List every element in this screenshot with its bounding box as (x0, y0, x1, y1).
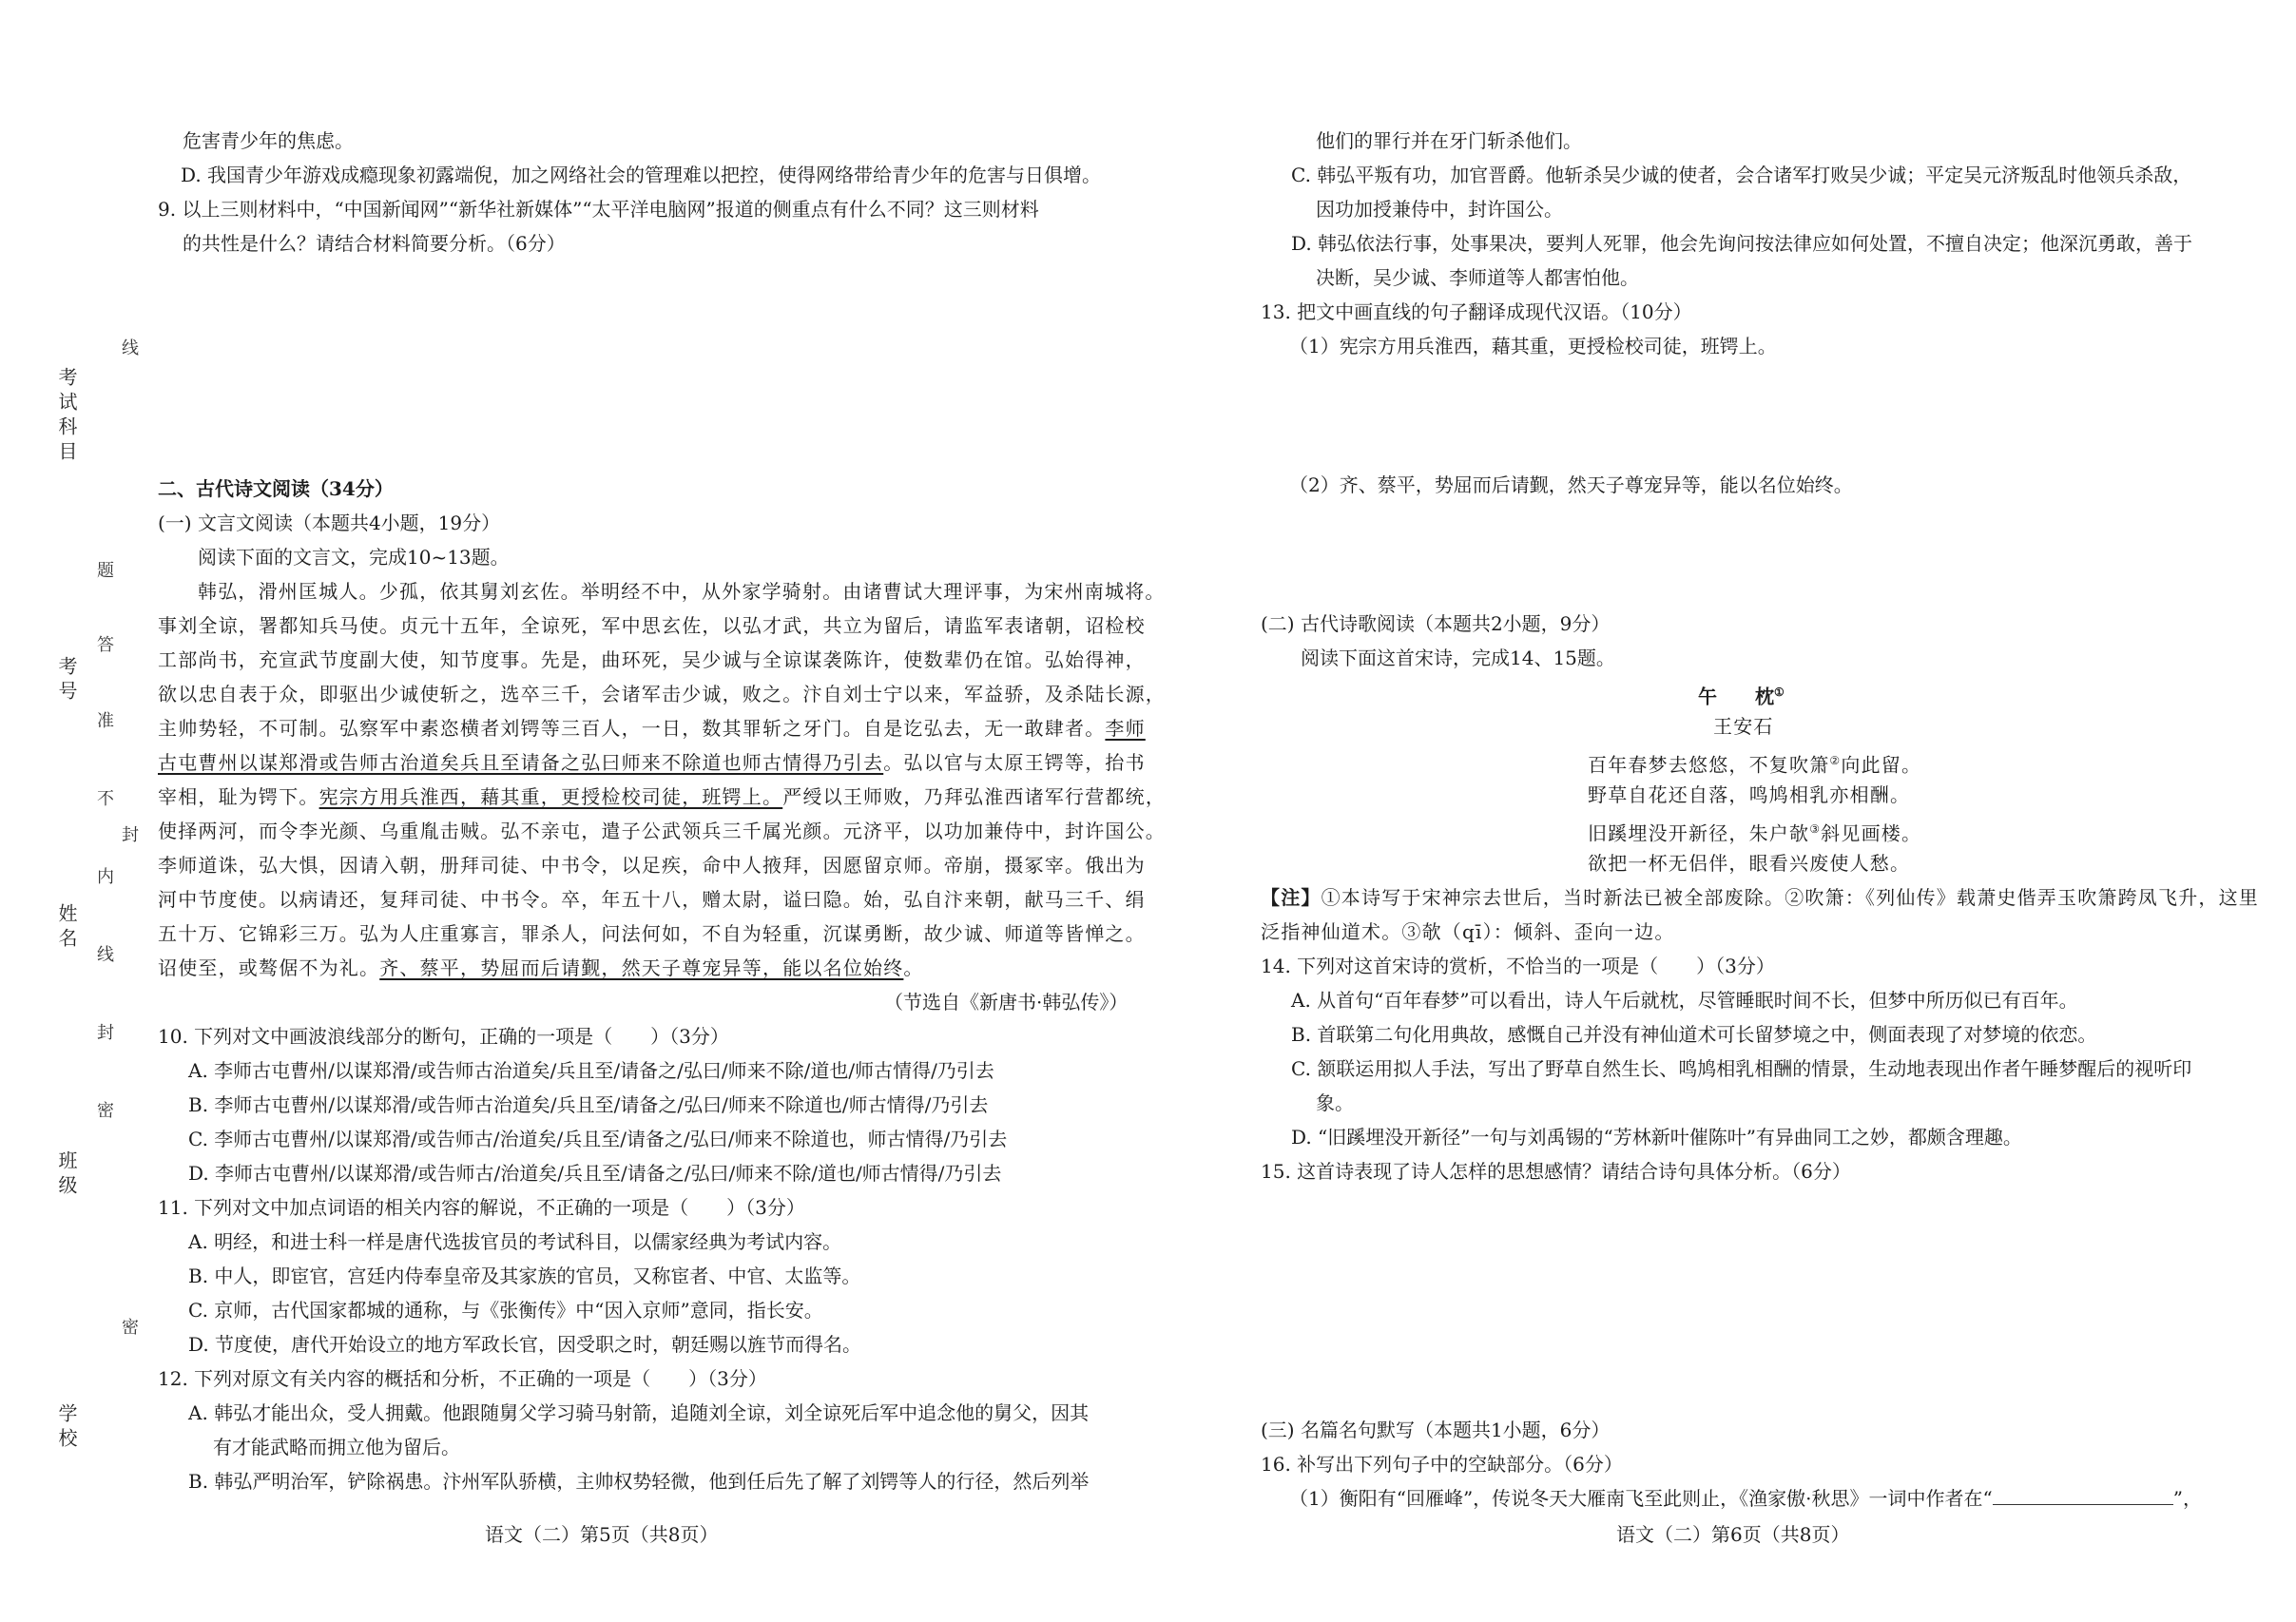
right-page-footer: 语文（二）第6页（共8页） (1616, 1523, 1850, 1546)
wavy-underline-start: 李师 (1105, 717, 1146, 740)
passage-line-12-end: 。 (903, 956, 924, 979)
question-16-part1 (1289, 1485, 2202, 1512)
question-15: 15. 这首诗表现了诗人怎样的思想感情？请结合诗句具体分析。（6分） (1261, 1160, 1851, 1183)
side-mi2-mark: 密 (119, 1318, 139, 1335)
passage-line-11: 五十万、它锦彩三万。弘为人庄重寡言，罪杀人，问法何如，不自为轻重，沉谋勇断，故少诚、师道等皆惮之。 (158, 922, 1146, 945)
option-12a-line1: A. 韩弘才能出众，受人拥戴。他跟随舅父学习骑马射箭，追随刘全谅，刘全谅死后军中追念他的舅父，因其 (188, 1401, 1090, 1424)
poem-instruction: 阅读下面这首宋诗，完成14、15题。 (1301, 647, 1615, 669)
side-line-mark: 线 (119, 338, 139, 356)
passage-line-6-text: 。弘以官与太原王锷等，抬书 (883, 751, 1146, 774)
option-14b: B. 首联第二句化用典故，感慨自己并没有神仙道术可长留梦境之中，侧面表现了对梦境的依恋。 (1291, 1023, 2097, 1046)
question-16: 16. 补写出下列句子中的空缺部分。（6分） (1261, 1453, 1623, 1476)
poem-verse-3-note: ③ (1809, 822, 1822, 836)
poem-note-line2: 泛指神仙道术。③欹（qī）：倾斜、歪向一边。 (1261, 920, 1675, 943)
poem-note-label: 【注】 (1261, 886, 1322, 909)
left-line-1: 危害青少年的焦虑。 (183, 129, 354, 152)
reading-instruction: 阅读下面的文言文，完成10~13题。 (198, 546, 510, 569)
passage-line-6 (158, 749, 1146, 776)
poem-verse-1-note: ② (1829, 754, 1842, 767)
poem-verse-3 (1588, 816, 1921, 847)
option-12d-line1: D. 韩弘依法行事，处事果决，要判人死罪，他会先询问按法律应如何处置，不擅自决定；他深沉勇敢，善于 (1291, 232, 2193, 255)
option-11d: D. 节度使，唐代开始设立的地方军政长官，因受职之时，朝廷赐以旌节而得名。 (188, 1333, 862, 1356)
side-da-mark: 答 (94, 635, 114, 652)
option-14c-line2: 象。 (1316, 1091, 1354, 1114)
passage-line-3: 工部尚书，充宣武节度副大使，知节度事。先是，曲环死，吴少诚与全谅谋袭陈许，使数辈仍在馆。弘始得神， (158, 648, 1146, 671)
option-12c-line1: C. 韩弘平叛有功，加官晋爵。他斩杀吴少诚的使者，会合诸军打败吴少诚；平定吴元济叛乱时他领兵杀敌， (1291, 164, 2192, 186)
option-10c: C. 李师古屯曹州/以谋郑滑/或告师古/治道矣/兵且至/请备之/弘曰/师来不除道也，师古情得/乃引去 (188, 1128, 1008, 1150)
side-feng2-mark: 封 (94, 1023, 114, 1040)
option-10b: B. 李师古屯曹州/以谋郑滑/或告师古治道矣/兵且至/请备之/弘曰/师来不除道也/师古情得/乃引去 (188, 1093, 989, 1116)
option-12b-line2: 他们的罪行并在牙门斩杀他们。 (1316, 129, 1582, 152)
subsection-1-title: (一) 文言文阅读（本题共4小题，19分） (158, 512, 501, 534)
underlined-sentence-1: 宪宗方用兵淮西，藉其重，更授检校司徒，班锷上。 (318, 785, 783, 808)
question-13-part1: （1）宪宗方用兵淮西，藉其重，更授检校司徒，班锷上。 (1289, 335, 1777, 357)
option-14c-line1: C. 颔联运用拟人手法，写出了野草自然生长、鸣鸠相乳相酬的情景，生动地表现出作者午睡梦醒后的视听印 (1291, 1057, 2192, 1080)
option-10a: A. 李师古屯曹州/以谋郑滑/或告师古治道矣/兵且至/请备之/弘曰/师来不除/道也/师古情得/乃引去 (188, 1059, 994, 1082)
side-school-label: 学校 (55, 1403, 78, 1453)
poem-title-note: ① (1774, 685, 1785, 699)
side-number-label: 考号 (55, 656, 78, 705)
option-14d: D. “旧蹊埋没开新径”一句与刘禹锡的“芳林新叶催陈叶”有异曲同工之妙，都颇含理趣。 (1291, 1126, 2022, 1149)
option-12b-line1: B. 韩弘严明治军，铲除祸患。汴州军队骄横，主帅权势轻微，他到任后先了解了刘锷等人的行径，然后列举 (188, 1470, 1090, 1493)
side-bu-mark: 不 (94, 789, 114, 806)
question-13: 13. 把文中画直线的句子翻译成现代汉语。（10分） (1261, 300, 1692, 323)
poem-title-text: 午 枕 (1698, 685, 1774, 708)
option-10d: D. 李师古屯曹州/以谋郑滑/或告师古/治道矣/兵且至/请备之/弘曰/师来不除/道也/师古情得/乃引去 (188, 1162, 1002, 1185)
poem-note-line1 (1261, 884, 2259, 911)
answer-blank[interactable] (1993, 1487, 2173, 1505)
question-9-line2: 的共性是什么？请结合材料简要分析。（6分） (183, 232, 566, 255)
side-ti-mark: 题 (94, 561, 114, 578)
passage-line-5-text: 主帅势轻，不可制。弘察军中素恣横者刘锷等三百人，一日，数其罪斩之牙门。自是讫弘去，无一敢肆者。 (158, 717, 1106, 740)
option-12a-line2: 有才能武略而拥立他为留后。 (213, 1436, 460, 1458)
option-11a: A. 明经，和进士科一样是唐代选拔官员的考试科目，以儒家经典为考试内容。 (188, 1230, 842, 1253)
passage-line-4: 欲以忠自表于众，即驱出少诚使斩之，选卒三千，会诸军击少诚，败之。汴自刘士宁以来，军益骄，及杀陆长源， (158, 683, 1166, 705)
question-13-part2: （2）齐、蔡平，势屈而后请觐，然天子尊宠异等，能以名位始终。 (1289, 473, 1853, 496)
poem-verse-2: 野草自花还自落，鸣鸠相乳亦相酬。 (1588, 783, 1911, 806)
passage-line-8: 使择两河，而令李光颜、乌重胤击贼。弘不亲屯，遣子公武领兵三千属光颜。元济平，以功加兼侍中，封许国公。 (158, 820, 1166, 842)
option-12c-line2: 因功加授兼侍中，封许国公。 (1316, 198, 1563, 221)
passage-line-12 (158, 955, 924, 981)
poem-verse-3a: 旧蹊埋没开新径，朱户欹 (1588, 821, 1810, 845)
passage-line-5 (158, 715, 1146, 742)
side-mi-mark: 密 (94, 1101, 114, 1118)
side-nei-mark: 内 (94, 867, 114, 884)
side-class-label: 班级 (55, 1150, 78, 1200)
wavy-underline-sentence: 古屯曹州以谋郑滑或告师古治道矣兵且至请备之弘曰师来不除道也师古情得乃引去 (158, 751, 884, 774)
question-14: 14. 下列对这首宋诗的赏析，不恰当的一项是（ ）（3分） (1261, 955, 1775, 977)
question-16-part1-text: （1）衡阳有“回雁峰”，传说冬天大雁南飞至此则止，《渔家傲·秋思》一词中作者在“ (1289, 1487, 1993, 1510)
option-12d-line2: 决断，吴少诚、李师道等人都害怕他。 (1316, 266, 1639, 289)
side-xian-mark: 线 (94, 945, 114, 962)
option-11c: C. 京师，古代国家都城的通称，与《张衡传》中“因入京师”意同，指长安。 (188, 1299, 823, 1322)
side-name-label: 姓名 (55, 903, 78, 953)
option-9d: D. 我国青少年游戏成瘾现象初露端倪，加之网络社会的管理难以把控，使得网络带给青少年的危害与日俱增。 (181, 164, 1102, 186)
passage-line-1: 韩弘，滑州匡城人。少孤，依其舅刘玄佐。举明经不中，从外家学骑射。由诸曹试大理评事，为宋州南城将。 (198, 580, 1166, 603)
underlined-sentence-2: 齐、蔡平，势屈而后请觐，然天子尊宠异等，能以名位始终 (379, 956, 904, 979)
poem-verse-1 (1588, 747, 1921, 779)
question-10: 10. 下列对文中画波浪线部分的断句，正确的一项是（ ）（3分） (158, 1025, 729, 1048)
side-subject-label: 考试科目 (55, 367, 78, 466)
option-11b: B. 中人，即宦官，宫廷内侍奉皇帝及其家族的官员，又称宦者、中官、太监等。 (188, 1265, 861, 1287)
question-11: 11. 下列对文中加点词语的相关内容的解说，不正确的一项是（ ）（3分） (158, 1196, 805, 1219)
poem-verse-4: 欲把一杯无侣伴，眼看兴废使人愁。 (1588, 852, 1911, 875)
side-zhun-mark: 准 (94, 711, 114, 728)
passage-line-7-rest: 严绶以王师败，乃拜弘淮西诸军行营都统， (782, 785, 1167, 808)
subsection-2-title: (二) 古代诗歌阅读（本题共2小题，9分） (1261, 612, 1611, 635)
question-12: 12. 下列对原文有关内容的概括和分析，不正确的一项是（ ）（3分） (158, 1367, 767, 1390)
left-page-footer: 语文（二）第5页（共8页） (485, 1523, 719, 1546)
passage-line-12-text: 诏使至，或骜倨不为礼。 (158, 956, 380, 979)
passage-line-10: 河中节度使。以病请还，复拜司徒、中书令。卒，年五十八，赠太尉，谥曰隐。始，弘自汴来朝，献马三千、绢 (158, 888, 1146, 911)
poem-note-text1: ①本诗写于宋神宗去世后，当时新法已被全部废除。②吹箫：《列仙传》载萧史偕弄玉吹箫跨凤飞升，这里 (1321, 886, 2260, 909)
section-2-title: 二、古代诗文阅读（34分） (158, 477, 394, 500)
subsection-3-title: (三) 名篇名句默写（本题共1小题，6分） (1261, 1419, 1611, 1441)
passage-source: （节选自《新唐书·韩弘传》） (884, 991, 1129, 1014)
passage-line-7 (158, 783, 1166, 810)
question-9-line1: 9. 以上三则材料中，“中国新闻网”“新华社新媒体”“太平洋电脑网”报道的侧重点有什么不同？这三则材料 (158, 198, 1039, 221)
poem-verse-1b: 向此留。 (1841, 753, 1922, 777)
passage-line-2: 事刘全谅，署都知兵马使。贞元十五年，全谅死，军中思玄佐，以弘才武，共立为留后，请监军表诸朝，诏检校 (158, 614, 1146, 637)
option-14a: A. 从首句“百年春梦”可以看出，诗人午后就枕，尽管睡眠时间不长，但梦中所历似已有百年。 (1291, 989, 2078, 1012)
poem-title (1698, 679, 1785, 710)
passage-line-9: 李师道诛，弘大惧，因请入朝，册拜司徒、中书令，以足疾，命中人掖拜，因愿留京师。帝崩，摄冢宰。俄出为 (158, 854, 1146, 877)
poem-verse-3b: 斜见画楼。 (1821, 821, 1922, 845)
question-16-part1-end: ”， (2172, 1487, 2202, 1510)
poem-author: 王安石 (1713, 715, 1774, 738)
side-feng-mark: 封 (119, 825, 139, 842)
passage-line-7-text: 宰相，耻为锷下。 (158, 785, 319, 808)
poem-verse-1a: 百年春梦去悠悠，不复吹箫 (1588, 753, 1830, 777)
